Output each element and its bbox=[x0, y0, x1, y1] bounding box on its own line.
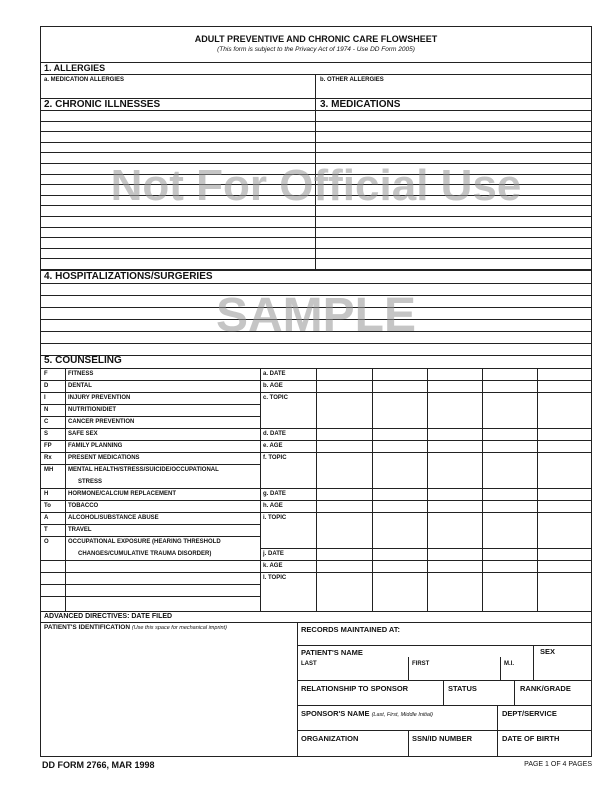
other-allergies-label: b. OTHER ALLERGIES bbox=[320, 77, 384, 83]
field-line bbox=[260, 380, 592, 381]
chronic-illnesses-heading: 2. CHRONIC ILLNESSES bbox=[44, 99, 161, 110]
row-line bbox=[40, 512, 260, 513]
row-line bbox=[40, 488, 260, 489]
dept-service-label: DEPT/SERVICE bbox=[502, 709, 557, 718]
counseling-code: N bbox=[44, 407, 49, 413]
counseling-topic: SAFE SEX bbox=[68, 431, 98, 437]
blank-line bbox=[40, 307, 592, 308]
divider bbox=[297, 645, 592, 646]
divider bbox=[533, 645, 534, 680]
column-line bbox=[316, 368, 317, 611]
counseling-topic-cont: STRESS bbox=[78, 479, 103, 485]
counseling-field-label: c. TOPIC bbox=[263, 395, 288, 401]
sponsor-text: SPONSOR'S NAME bbox=[301, 709, 370, 718]
rank-grade-label: RANK/GRADE bbox=[520, 684, 571, 693]
patient-id-note: (Use this space for mechanical imprint) bbox=[131, 625, 227, 631]
row-line bbox=[40, 560, 260, 561]
field-line bbox=[260, 572, 592, 573]
divider bbox=[497, 705, 498, 757]
counseling-field-label: f. TOPIC bbox=[263, 455, 287, 461]
page-indicator: PAGE 1 OF 4 PAGES bbox=[524, 761, 592, 768]
column-line bbox=[372, 368, 373, 611]
row-line bbox=[40, 464, 260, 465]
allergies-heading: 1. ALLERGIES bbox=[44, 63, 106, 73]
field-line bbox=[260, 452, 592, 453]
counseling-field-label: g. DATE bbox=[263, 491, 286, 497]
divider bbox=[297, 730, 592, 731]
field-line bbox=[260, 428, 592, 429]
row-line bbox=[40, 392, 260, 393]
counseling-topic: FAMILY PLANNING bbox=[68, 443, 123, 449]
counseling-field-label: e. AGE bbox=[263, 443, 283, 449]
counseling-code: S bbox=[44, 431, 49, 437]
row-line bbox=[40, 584, 260, 585]
ssn-label: SSN/ID NUMBER bbox=[412, 734, 473, 743]
divider bbox=[40, 622, 592, 623]
advanced-directives-label: ADVANCED DIRECTIVES: DATE FILED bbox=[44, 613, 173, 620]
counseling-code: T bbox=[44, 527, 48, 533]
counseling-code: To bbox=[44, 503, 51, 509]
divider bbox=[297, 622, 298, 757]
blank-line bbox=[40, 184, 592, 185]
divider bbox=[408, 657, 409, 680]
patients-name-label: PATIENT'S NAME bbox=[301, 648, 363, 657]
blank-line bbox=[40, 295, 592, 296]
date-of-birth-label: DATE OF BIRTH bbox=[502, 734, 560, 743]
row-line bbox=[40, 440, 260, 441]
row-line bbox=[40, 500, 260, 501]
counseling-code: F bbox=[44, 371, 48, 377]
counseling-field-label: l. TOPIC bbox=[263, 575, 287, 581]
counseling-code: A bbox=[44, 515, 49, 521]
counseling-field-label: b. AGE bbox=[263, 383, 283, 389]
counseling-field-label: k. AGE bbox=[263, 563, 283, 569]
blank-line bbox=[40, 195, 592, 196]
row-line bbox=[40, 428, 260, 429]
watermark-not-for-official-use: Not For Official Use bbox=[110, 161, 522, 210]
field-line bbox=[260, 512, 592, 513]
counseling-topic-cont: CHANGES/CUMULATIVE TRAUMA DISORDER) bbox=[78, 551, 212, 557]
blank-line bbox=[40, 216, 592, 217]
counseling-topic: PRESENT MEDICATIONS bbox=[68, 455, 140, 461]
blank-line bbox=[40, 163, 592, 164]
row-line bbox=[40, 596, 260, 597]
counseling-code: Rx bbox=[44, 455, 52, 461]
row-line bbox=[40, 416, 260, 417]
field-line bbox=[260, 500, 592, 501]
counseling-topic: INJURY PREVENTION bbox=[68, 395, 131, 401]
counseling-code: I bbox=[44, 395, 46, 401]
organization-label: ORGANIZATION bbox=[301, 734, 359, 743]
divider bbox=[40, 355, 592, 356]
counseling-topic: ALCOHOL/SUBSTANCE ABUSE bbox=[68, 515, 159, 521]
blank-line bbox=[40, 142, 592, 143]
divider bbox=[297, 705, 592, 706]
blank-line bbox=[40, 343, 592, 344]
counseling-field-label: h. AGE bbox=[263, 503, 283, 509]
blank-line bbox=[40, 258, 592, 259]
divider bbox=[297, 680, 592, 681]
divider bbox=[500, 657, 501, 680]
column-line bbox=[427, 368, 428, 611]
field-line bbox=[260, 440, 592, 441]
blank-line bbox=[40, 283, 592, 284]
counseling-code: MH bbox=[44, 467, 54, 473]
row-line bbox=[40, 524, 260, 525]
counseling-topic: CANCER PREVENTION bbox=[68, 419, 135, 425]
blank-line bbox=[40, 110, 592, 111]
blank-line bbox=[40, 205, 592, 206]
counseling-topic: OCCUPATIONAL EXPOSURE (HEARING THRESHOLD bbox=[68, 539, 221, 545]
column-line bbox=[260, 368, 261, 611]
counseling-field-label: i. TOPIC bbox=[263, 515, 287, 521]
hospitalizations-heading: 4. HOSPITALIZATIONS/SURGERIES bbox=[44, 271, 213, 282]
divider bbox=[40, 611, 592, 612]
sex-label: SEX bbox=[540, 647, 556, 656]
counseling-topic: TOBACCO bbox=[68, 503, 99, 509]
counseling-field-label: d. DATE bbox=[263, 431, 286, 437]
last-name-label: LAST bbox=[301, 661, 317, 667]
row-line bbox=[40, 380, 260, 381]
middle-initial-label: M.I. bbox=[504, 661, 514, 667]
counseling-code: O bbox=[44, 539, 49, 545]
counseling-code: C bbox=[44, 419, 49, 425]
divider bbox=[65, 368, 66, 611]
divider bbox=[40, 74, 592, 75]
field-line bbox=[260, 488, 592, 489]
counseling-field-label: j. DATE bbox=[263, 551, 284, 557]
form-subtitle: (This form is subject to the Privacy Act of 1974 - Use DD Form 2005) bbox=[217, 46, 415, 53]
counseling-topic: HORMONE/CALCIUM REPLACEMENT bbox=[68, 491, 176, 497]
row-line bbox=[40, 452, 260, 453]
blank-line bbox=[40, 331, 592, 332]
column-line bbox=[482, 368, 483, 611]
sponsors-name-label bbox=[301, 709, 433, 718]
counseling-topic: MENTAL HEALTH/STRESS/SUICIDE/OCCUPATIONAL bbox=[68, 467, 219, 473]
divider bbox=[315, 74, 316, 270]
field-line bbox=[260, 560, 592, 561]
counseling-topic: DENTAL bbox=[68, 383, 92, 389]
blank-line bbox=[40, 248, 592, 249]
row-line bbox=[40, 572, 260, 573]
counseling-field-label: a. DATE bbox=[263, 371, 286, 377]
form-title: ADULT PREVENTIVE AND CHRONIC CARE FLOWSHEET bbox=[194, 34, 438, 44]
watermark-sample: SAMPLE bbox=[215, 289, 416, 342]
column-line bbox=[537, 368, 538, 611]
relationship-label: RELATIONSHIP TO SPONSOR bbox=[301, 684, 409, 693]
sponsor-note: (Last, First, Middle Initial) bbox=[371, 712, 433, 718]
counseling-code: H bbox=[44, 491, 49, 497]
first-name-label: FIRST bbox=[412, 661, 430, 667]
counseling-topic: NUTRITION/DIET bbox=[68, 407, 116, 413]
row-line bbox=[40, 536, 260, 537]
records-maintained-label: RECORDS MAINTAINED AT: bbox=[301, 625, 401, 634]
row-line bbox=[40, 404, 260, 405]
blank-line bbox=[40, 319, 592, 320]
blank-line bbox=[40, 121, 592, 122]
field-line bbox=[260, 548, 592, 549]
medication-allergies-label: a. MEDICATION ALLERGIES bbox=[44, 77, 125, 83]
counseling-heading: 5. COUNSELING bbox=[44, 355, 122, 366]
patient-id-text: PATIENT'S IDENTIFICATION bbox=[44, 624, 131, 631]
counseling-code: D bbox=[44, 383, 49, 389]
blank-line bbox=[40, 174, 592, 175]
counseling-topic: FITNESS bbox=[68, 371, 94, 377]
divider bbox=[514, 680, 515, 705]
blank-line bbox=[40, 131, 592, 132]
divider bbox=[408, 730, 409, 757]
status-label: STATUS bbox=[448, 684, 477, 693]
blank-line bbox=[40, 227, 592, 228]
patient-identification-label bbox=[44, 624, 227, 631]
form-number: DD FORM 2766, MAR 1998 bbox=[42, 760, 155, 770]
counseling-topic: TRAVEL bbox=[68, 527, 92, 533]
blank-line bbox=[40, 237, 592, 238]
blank-line bbox=[40, 152, 592, 153]
medications-heading: 3. MEDICATIONS bbox=[320, 99, 401, 110]
field-line bbox=[260, 392, 592, 393]
divider bbox=[443, 680, 444, 705]
divider bbox=[40, 62, 592, 63]
counseling-code: FP bbox=[44, 443, 52, 449]
